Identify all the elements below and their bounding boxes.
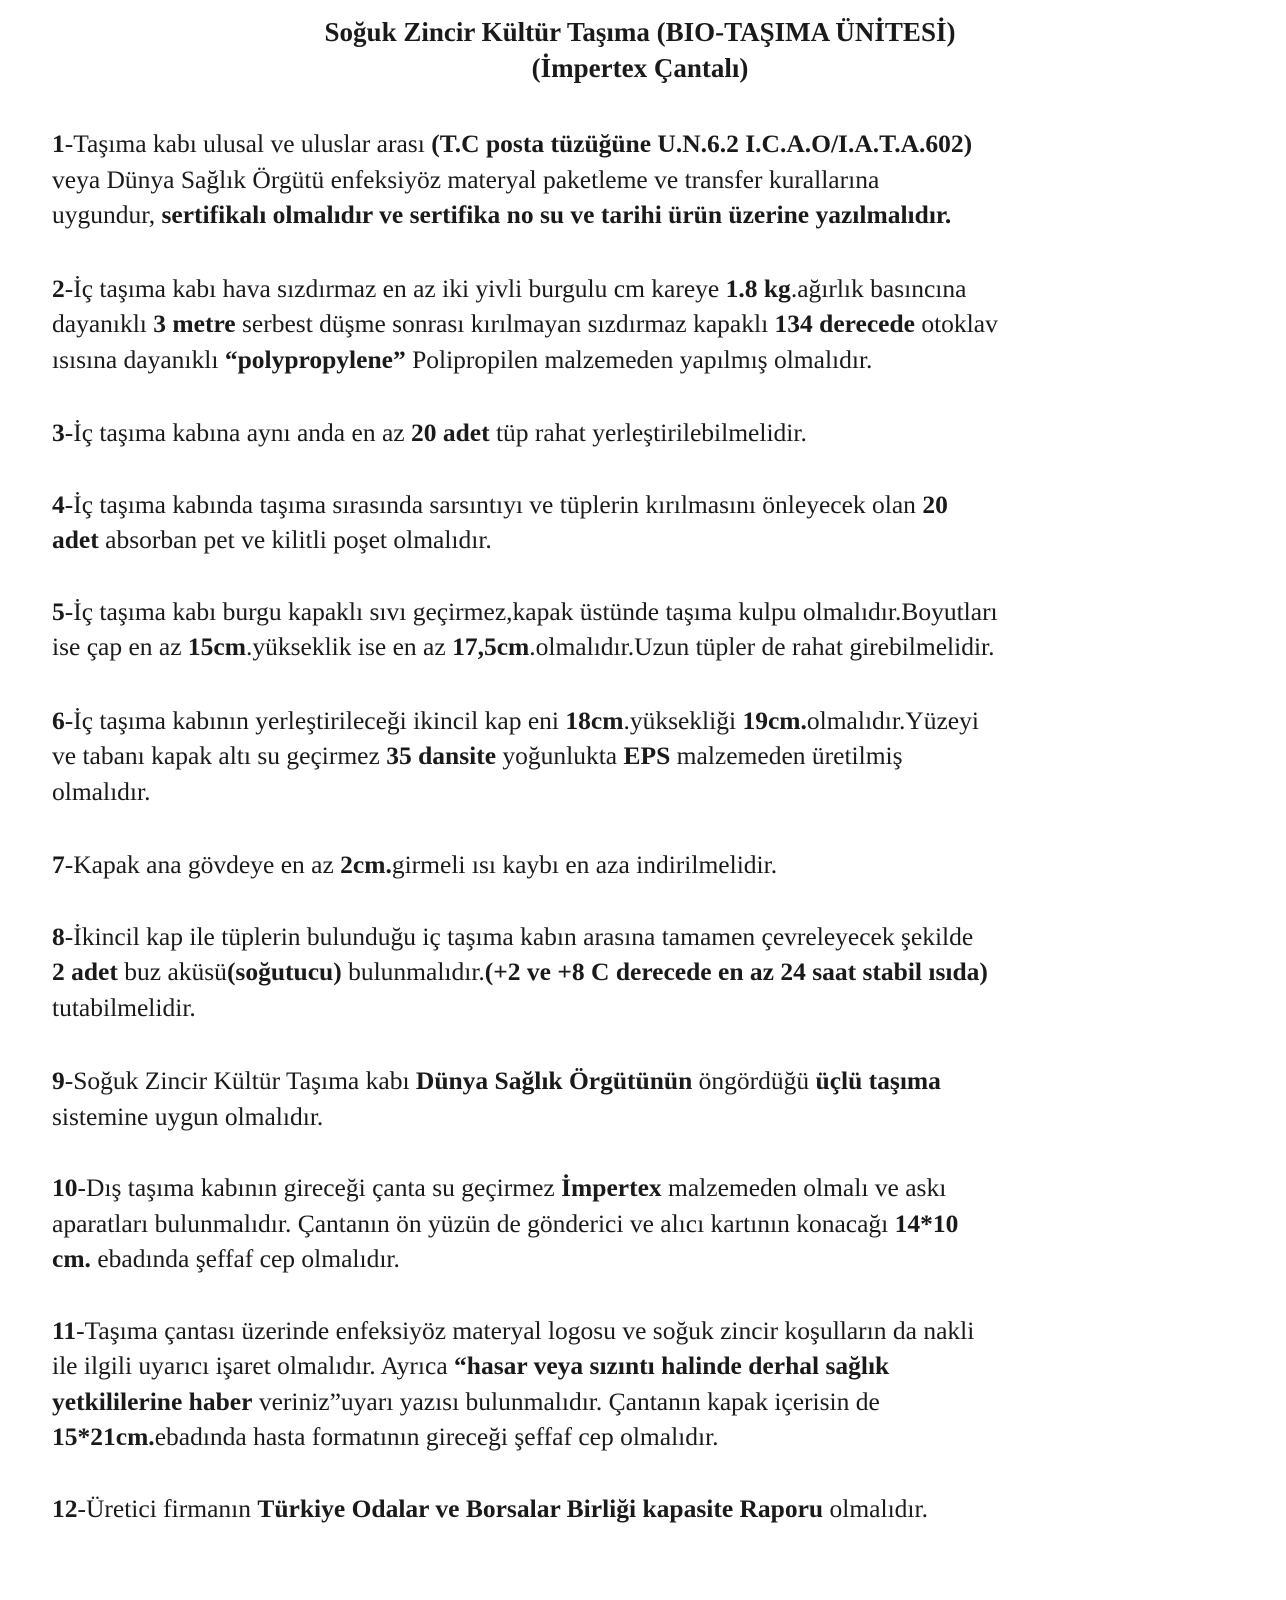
requirement-line bbox=[52, 197, 1268, 233]
body-text: buz aküsü bbox=[117, 957, 227, 986]
body-text: otoklav bbox=[914, 309, 998, 338]
requirement-line bbox=[52, 847, 1268, 883]
bold-text: 1 bbox=[52, 129, 65, 158]
body-text: olmalıdır. bbox=[52, 776, 151, 806]
requirement-line bbox=[52, 1348, 1268, 1384]
requirement-line bbox=[52, 1063, 1268, 1099]
requirement-line bbox=[52, 990, 1268, 1026]
requirement-line bbox=[52, 487, 1268, 523]
bold-text: 134 derecede bbox=[774, 309, 915, 338]
requirement-line bbox=[52, 1491, 1268, 1527]
requirement-item bbox=[52, 1491, 1268, 1527]
body-text: absorban pet ve kilitli poşet olmalıdır. bbox=[98, 525, 492, 554]
requirement-item bbox=[52, 271, 1268, 378]
requirement-line bbox=[52, 162, 1268, 198]
bold-text: 3 metre bbox=[153, 309, 236, 338]
body-text: uygundur, bbox=[52, 200, 162, 229]
body-text: tüp rahat yerleştirilebilmelidir. bbox=[489, 418, 807, 447]
bold-text: 35 dansite bbox=[386, 741, 497, 770]
body-text: -İç taşıma kabı burgu kapaklı sıvı geçirmez,kapak üstünde taşıma kulpu olmalıdır.Boyutları bbox=[64, 596, 998, 626]
body-text: sistemine uygun olmalıdır. bbox=[52, 1101, 324, 1131]
requirement-item bbox=[52, 1313, 1268, 1455]
bold-text: üçlü taşıma bbox=[815, 1066, 941, 1095]
bold-text: 2cm. bbox=[340, 850, 392, 879]
body-text: .olmalıdır.Uzun tüpler de rahat girebilmelidir. bbox=[529, 632, 995, 661]
bold-text: 5 bbox=[52, 596, 65, 626]
body-text: girmeli ısı kaybı en aza indirilmelidir. bbox=[391, 850, 778, 879]
bold-text: 10 bbox=[52, 1173, 78, 1202]
requirement-line bbox=[52, 954, 1268, 990]
body-text: -İkincil kap ile tüplerin bulunduğu iç taşıma kabın arasına tamamen çevreleyecek şekilde bbox=[64, 921, 974, 951]
body-text: -İç taşıma kabı hava sızdırmaz en az iki yivli burgulu cm kareye bbox=[64, 273, 726, 303]
requirement-line bbox=[52, 738, 1268, 774]
requirement-item bbox=[52, 594, 1268, 665]
body-text: -İç taşıma kabına aynı anda en az bbox=[64, 418, 411, 447]
body-text: öngördüğü bbox=[692, 1066, 816, 1095]
body-text: .yüksekliği bbox=[623, 705, 743, 735]
body-text: ve tabanı kapak altı su geçirmez bbox=[52, 741, 387, 770]
body-text: tutabilmelidir. bbox=[52, 992, 196, 1022]
body-text: Polipropilen malzemeden yapılmış olmalıdır. bbox=[405, 344, 873, 374]
requirement-item bbox=[52, 847, 1268, 883]
bold-text: 15*21cm. bbox=[52, 1422, 155, 1451]
requirement-item bbox=[52, 126, 1268, 233]
requirement-line bbox=[52, 919, 1268, 955]
bold-text: Türkiye Odalar ve Borsalar Birliği kapasite Raporu bbox=[257, 1493, 824, 1523]
bold-text: 19cm. bbox=[742, 705, 807, 735]
bold-text: Dünya Sağlık Örgütünün bbox=[415, 1066, 693, 1095]
body-text: dayanıklı bbox=[52, 309, 154, 338]
bold-text: 8 bbox=[52, 921, 65, 951]
bold-text: 17,5cm bbox=[452, 632, 530, 661]
body-text: -Taşıma kabı ulusal ve uluslar arası bbox=[64, 129, 432, 158]
bold-text: (T.C posta tüzüğüne U.N.6.2 I.C.A.O/I.A.T.A.602) bbox=[431, 129, 973, 158]
body-text: -Kapak ana gövdeye en az bbox=[64, 850, 341, 879]
bold-text: 2 bbox=[52, 273, 65, 303]
body-text: malzemeden olmalı ve askı bbox=[661, 1173, 947, 1202]
bold-text: 4 bbox=[52, 489, 65, 519]
requirement-item bbox=[52, 919, 1268, 1026]
requirement-line bbox=[52, 1241, 1268, 1277]
requirement-line bbox=[52, 1099, 1268, 1135]
requirement-item bbox=[52, 1170, 1268, 1277]
body-text: serbest düşme sonrası kırılmayan sızdırmaz kapaklı bbox=[235, 309, 775, 338]
bold-text: yetkililerine haber bbox=[52, 1386, 253, 1416]
body-text: -İç taşıma kabının yerleştirileceği ikincil kap eni bbox=[64, 705, 566, 735]
bold-text: cm. bbox=[52, 1244, 91, 1273]
requirement-line bbox=[52, 342, 1268, 378]
body-text: -Üretici firmanın bbox=[77, 1493, 258, 1523]
body-text: -Dış taşıma kabının gireceği çanta su geçirmez bbox=[77, 1173, 562, 1202]
bold-text: 11 bbox=[52, 1315, 77, 1345]
requirement-line bbox=[52, 703, 1268, 739]
requirement-line bbox=[52, 1206, 1268, 1242]
body-text: -Soğuk Zincir Kültür Taşıma kabı bbox=[64, 1066, 416, 1095]
requirement-item bbox=[52, 415, 1268, 451]
requirement-item bbox=[52, 487, 1268, 558]
bold-text: 7 bbox=[52, 850, 65, 879]
requirement-line bbox=[52, 774, 1268, 810]
bold-text: “hasar veya sızıntı halinde derhal sağlık bbox=[454, 1351, 890, 1380]
bold-text: adet bbox=[52, 525, 99, 554]
bold-text: 3 bbox=[52, 418, 65, 447]
bold-text: sertifikalı olmalıdır ve sertifika no su ve tarihi ürün üzerine yazılmalıdır. bbox=[161, 200, 952, 229]
body-text: .yükseklik ise en az bbox=[245, 632, 453, 661]
bold-text: 2 adet bbox=[52, 957, 118, 986]
bold-text: 20 adet bbox=[410, 418, 490, 447]
bold-text: EPS bbox=[623, 741, 671, 770]
requirements-list bbox=[52, 126, 1268, 1526]
document-header bbox=[52, 14, 1268, 86]
body-text: veya Dünya Sağlık Örgütü enfeksiyöz materyal paketleme ve transfer kurallarına bbox=[52, 164, 880, 194]
requirement-line bbox=[52, 306, 1268, 342]
bold-text: 20 bbox=[922, 489, 948, 519]
body-text: veriniz”uyarı yazısı bulunmalıdır. Çantanın kapak içerisin de bbox=[252, 1386, 880, 1416]
body-text: ebadında hasta formatının gireceği şeffaf cep olmalıdır. bbox=[154, 1422, 719, 1451]
body-text: olmalıdır.Yüzeyi bbox=[806, 705, 979, 735]
body-text: ısısına dayanıklı bbox=[52, 344, 225, 374]
requirement-line bbox=[52, 594, 1268, 630]
body-text: -İç taşıma kabında taşıma sırasında sarsıntıyı ve tüplerin kırılmasını önleyecek olan bbox=[64, 489, 923, 519]
document-subtitle: (İmpertex Çantalı) bbox=[531, 53, 749, 83]
requirement-item bbox=[52, 1063, 1268, 1134]
bold-text: 9 bbox=[52, 1066, 65, 1095]
requirement-item bbox=[52, 703, 1268, 810]
requirement-line bbox=[52, 271, 1268, 307]
bold-text: 18cm bbox=[565, 705, 624, 735]
body-text: olmalıdır. bbox=[823, 1493, 928, 1523]
body-text: ile ilgili uyarıcı işaret olmalıdır. Ayrıca bbox=[52, 1351, 455, 1380]
bold-text: 14*10 bbox=[894, 1208, 959, 1238]
requirement-line bbox=[52, 522, 1268, 558]
body-text: ebadında şeffaf cep olmalıdır. bbox=[90, 1244, 400, 1273]
bold-text: 1.8 kg bbox=[725, 273, 791, 303]
body-text: malzemeden üretilmiş bbox=[670, 741, 903, 770]
bold-text: “polypropylene” bbox=[224, 344, 406, 374]
bold-text: 6 bbox=[52, 705, 65, 735]
body-text: aparatları bulunmalıdır. Çantanın ön yüzün de gönderici ve alıcı kartının konacağı bbox=[52, 1208, 895, 1238]
body-text: .ağırlık basıncına bbox=[790, 273, 967, 303]
bold-text: 15cm bbox=[187, 632, 246, 661]
body-text: ise çap en az bbox=[52, 632, 188, 661]
bold-text: (soğutucu) bbox=[226, 957, 342, 986]
document-title: Soğuk Zincir Kültür Taşıma (BIO-TAŞIMA ÜNİTESİ) bbox=[324, 17, 956, 47]
bold-text: 12 bbox=[52, 1493, 78, 1523]
requirement-line bbox=[52, 1313, 1268, 1349]
requirement-line bbox=[52, 126, 1268, 162]
requirement-line bbox=[52, 1170, 1268, 1206]
bold-text: (+2 ve +8 C derecede en az 24 saat stabil ısıda) bbox=[484, 957, 988, 986]
requirement-line bbox=[52, 1384, 1268, 1420]
requirement-line bbox=[52, 415, 1268, 451]
requirement-line bbox=[52, 629, 1268, 665]
bold-text: İmpertex bbox=[561, 1173, 662, 1202]
body-text: yoğunlukta bbox=[496, 741, 624, 770]
body-text: bulunmalıdır. bbox=[341, 957, 485, 986]
requirement-line bbox=[52, 1419, 1268, 1455]
body-text: -Taşıma çantası üzerinde enfeksiyöz materyal logosu ve soğuk zincir koşulların da nakli bbox=[76, 1315, 975, 1345]
